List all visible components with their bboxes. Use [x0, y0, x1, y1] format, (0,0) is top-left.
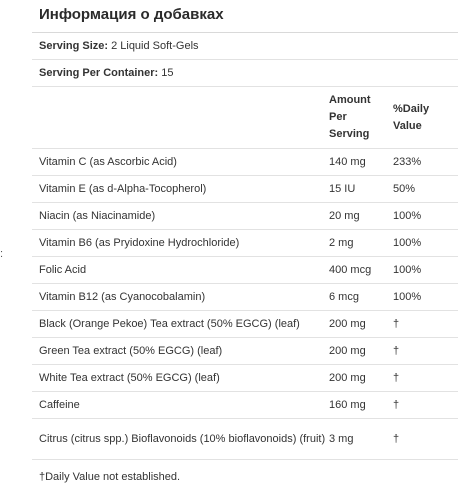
nutrient-daily-value: †: [393, 372, 400, 384]
serving-per-container-row: [32, 60, 458, 87]
serving-size-row: [32, 33, 458, 60]
nutrient-amount: 140 mg: [329, 156, 366, 168]
nutrient-name: Folic Acid: [39, 263, 87, 276]
nutrient-amount: 200 mg: [329, 345, 366, 357]
nutrient-daily-value: 100%: [393, 237, 422, 249]
serving-per-container-value: 15: [161, 67, 174, 79]
nutrient-amount: 400 mcg: [329, 264, 372, 276]
table-row: [32, 149, 458, 176]
nutrient-name: Vitamin E (as d-Alpha-Tocopherol): [39, 182, 207, 195]
table-row: [32, 365, 458, 392]
nutrient-name: Vitamin C (as Ascorbic Acid): [39, 155, 177, 168]
nutrient-name: White Tea extract (50% EGCG) (leaf): [39, 371, 220, 384]
nutrient-name: Vitamin B12 (as Cyanocobalamin): [39, 290, 206, 303]
nutrient-table-body: [32, 149, 458, 460]
nutrient-amount: 160 mg: [329, 399, 366, 411]
table-row: [32, 203, 458, 230]
nutrient-amount: 15 IU: [329, 183, 356, 195]
nutrient-daily-value: 233%: [393, 156, 422, 168]
footnote: †Daily Value not established.: [39, 471, 181, 483]
serving-size-label: Serving Size:: [39, 40, 109, 52]
nutrient-name: Black (Orange Pekoe) Tea extract (50% EGCG) (leaf): [39, 317, 300, 330]
table-row: [32, 338, 458, 365]
table-row: [32, 257, 458, 284]
nutrient-amount: 200 mg: [329, 318, 366, 330]
nutrient-daily-value: 100%: [393, 210, 422, 222]
header-amount: Amount Per Serving: [329, 94, 371, 140]
table-header: [32, 87, 458, 149]
stray-mark: :: [0, 248, 4, 260]
nutrient-name: Caffeine: [39, 398, 80, 411]
serving-per-container-label: Serving Per Container:: [39, 67, 159, 79]
panel-title: Информация о добавках: [32, 0, 458, 33]
nutrient-daily-value: †: [393, 433, 400, 445]
table-row: [32, 176, 458, 203]
nutrient-daily-value: †: [393, 318, 400, 330]
nutrient-amount: 6 mcg: [329, 291, 359, 303]
nutrient-daily-value: 100%: [393, 291, 422, 303]
supplement-facts-panel: [32, 0, 458, 483]
table-row: [32, 284, 458, 311]
header-daily-value: %Daily Value: [393, 102, 430, 132]
nutrient-name: Citrus (citrus spp.) Bioflavonoids (10% bioflavonoids) (fruit): [39, 432, 326, 445]
nutrient-name: Vitamin B6 (as Pryidoxine Hydrochloride): [39, 236, 240, 249]
nutrient-amount: 20 mg: [329, 210, 360, 222]
nutrient-name: Green Tea extract (50% EGCG) (leaf): [39, 344, 223, 357]
table-row: [32, 392, 458, 419]
table-row: [32, 230, 458, 257]
nutrient-daily-value: 100%: [393, 264, 422, 276]
nutrient-name: Niacin (as Niacinamide): [39, 209, 156, 222]
nutrient-amount: 3 mg: [329, 433, 354, 445]
nutrient-amount: 200 mg: [329, 372, 366, 384]
table-row: [32, 419, 458, 460]
nutrient-amount: 2 mg: [329, 237, 354, 249]
nutrient-daily-value: †: [393, 345, 400, 357]
table-row: [32, 311, 458, 338]
serving-size-value: 2 Liquid Soft-Gels: [111, 40, 199, 52]
nutrient-daily-value: †: [393, 399, 400, 411]
nutrient-daily-value: 50%: [393, 183, 416, 195]
